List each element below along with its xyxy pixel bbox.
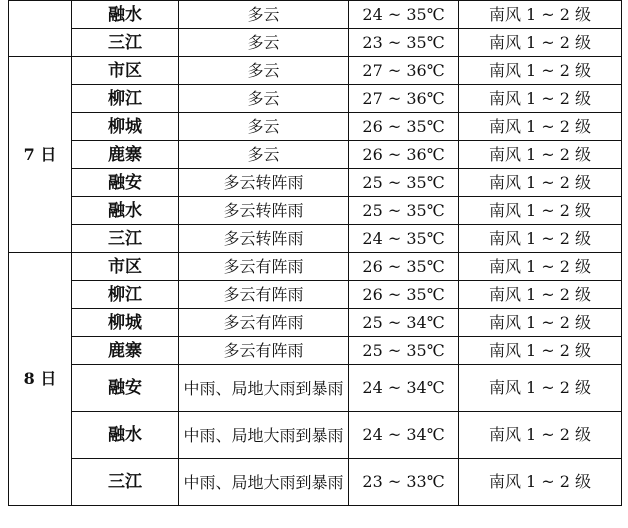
weather-cell: 多云有阵雨 <box>179 309 349 337</box>
weather-cell: 多云有阵雨 <box>179 253 349 281</box>
area-cell: 三江 <box>72 29 179 57</box>
table-row <box>9 141 622 169</box>
weather-cell: 多云有阵雨 <box>179 281 349 309</box>
wind-cell: 南风 1 ~ 2 级 <box>459 197 622 225</box>
area-cell: 鹿寨 <box>72 141 179 169</box>
wind-cell: 南风 1 ~ 2 级 <box>459 169 622 197</box>
date-cell: 8 日 <box>9 253 72 506</box>
wind-cell: 南风 1 ~ 2 级 <box>459 85 622 113</box>
temperature-cell: 25 ~ 35℃ <box>349 337 459 365</box>
weather-cell: 多云 <box>179 113 349 141</box>
wind-cell: 南风 1 ~ 2 级 <box>459 337 622 365</box>
table-row <box>9 337 622 365</box>
temperature-cell: 24 ~ 34℃ <box>349 365 459 412</box>
wind-cell: 南风 1 ~ 2 级 <box>459 113 622 141</box>
wind-cell: 南风 1 ~ 2 级 <box>459 141 622 169</box>
weather-cell: 多云 <box>179 141 349 169</box>
area-cell: 鹿寨 <box>72 337 179 365</box>
table-row <box>9 169 622 197</box>
weather-cell: 多云转阵雨 <box>179 225 349 253</box>
table-row <box>9 253 622 281</box>
area-cell: 三江 <box>72 225 179 253</box>
table-row <box>9 225 622 253</box>
table-row <box>9 85 622 113</box>
wind-cell: 南风 1 ~ 2 级 <box>459 57 622 85</box>
table-row <box>9 1 622 29</box>
temperature-cell: 26 ~ 35℃ <box>349 113 459 141</box>
wind-cell: 南风 1 ~ 2 级 <box>459 365 622 412</box>
area-cell: 市区 <box>72 57 179 85</box>
forecast-table <box>8 0 622 506</box>
weather-cell: 中雨、局地大雨到暴雨 <box>179 459 349 506</box>
temperature-cell: 24 ~ 35℃ <box>349 1 459 29</box>
temperature-cell: 25 ~ 34℃ <box>349 309 459 337</box>
weather-cell: 中雨、局地大雨到暴雨 <box>179 412 349 459</box>
weather-cell: 多云转阵雨 <box>179 197 349 225</box>
area-cell: 融水 <box>72 197 179 225</box>
table-row <box>9 29 622 57</box>
area-cell: 融水 <box>72 1 179 29</box>
weather-cell: 多云 <box>179 1 349 29</box>
temperature-cell: 24 ~ 34℃ <box>349 412 459 459</box>
temperature-cell: 27 ~ 36℃ <box>349 85 459 113</box>
date-cell <box>9 1 72 57</box>
area-cell: 融安 <box>72 365 179 412</box>
forecast-table-body <box>9 1 622 506</box>
wind-cell: 南风 1 ~ 2 级 <box>459 29 622 57</box>
table-row <box>9 459 622 506</box>
table-row <box>9 412 622 459</box>
table-row <box>9 113 622 141</box>
area-cell: 柳城 <box>72 309 179 337</box>
weather-cell: 多云有阵雨 <box>179 337 349 365</box>
wind-cell: 南风 1 ~ 2 级 <box>459 459 622 506</box>
area-cell: 柳江 <box>72 281 179 309</box>
area-cell: 市区 <box>72 253 179 281</box>
date-cell: 7 日 <box>9 57 72 253</box>
temperature-cell: 26 ~ 35℃ <box>349 253 459 281</box>
area-cell: 融安 <box>72 169 179 197</box>
weather-cell: 中雨、局地大雨到暴雨 <box>179 365 349 412</box>
area-cell: 三江 <box>72 459 179 506</box>
weather-cell: 多云转阵雨 <box>179 169 349 197</box>
area-cell: 融水 <box>72 412 179 459</box>
temperature-cell: 23 ~ 35℃ <box>349 29 459 57</box>
wind-cell: 南风 1 ~ 2 级 <box>459 253 622 281</box>
temperature-cell: 25 ~ 35℃ <box>349 169 459 197</box>
table-row <box>9 197 622 225</box>
wind-cell: 南风 1 ~ 2 级 <box>459 412 622 459</box>
area-cell: 柳江 <box>72 85 179 113</box>
area-cell: 柳城 <box>72 113 179 141</box>
table-row <box>9 365 622 412</box>
table-row <box>9 281 622 309</box>
temperature-cell: 26 ~ 36℃ <box>349 141 459 169</box>
temperature-cell: 23 ~ 33℃ <box>349 459 459 506</box>
wind-cell: 南风 1 ~ 2 级 <box>459 309 622 337</box>
temperature-cell: 25 ~ 35℃ <box>349 197 459 225</box>
wind-cell: 南风 1 ~ 2 级 <box>459 281 622 309</box>
weather-cell: 多云 <box>179 57 349 85</box>
table-row <box>9 309 622 337</box>
temperature-cell: 24 ~ 35℃ <box>349 225 459 253</box>
wind-cell: 南风 1 ~ 2 级 <box>459 1 622 29</box>
temperature-cell: 26 ~ 35℃ <box>349 281 459 309</box>
wind-cell: 南风 1 ~ 2 级 <box>459 225 622 253</box>
temperature-cell: 27 ~ 36℃ <box>349 57 459 85</box>
weather-cell: 多云 <box>179 85 349 113</box>
weather-cell: 多云 <box>179 29 349 57</box>
table-row <box>9 57 622 85</box>
